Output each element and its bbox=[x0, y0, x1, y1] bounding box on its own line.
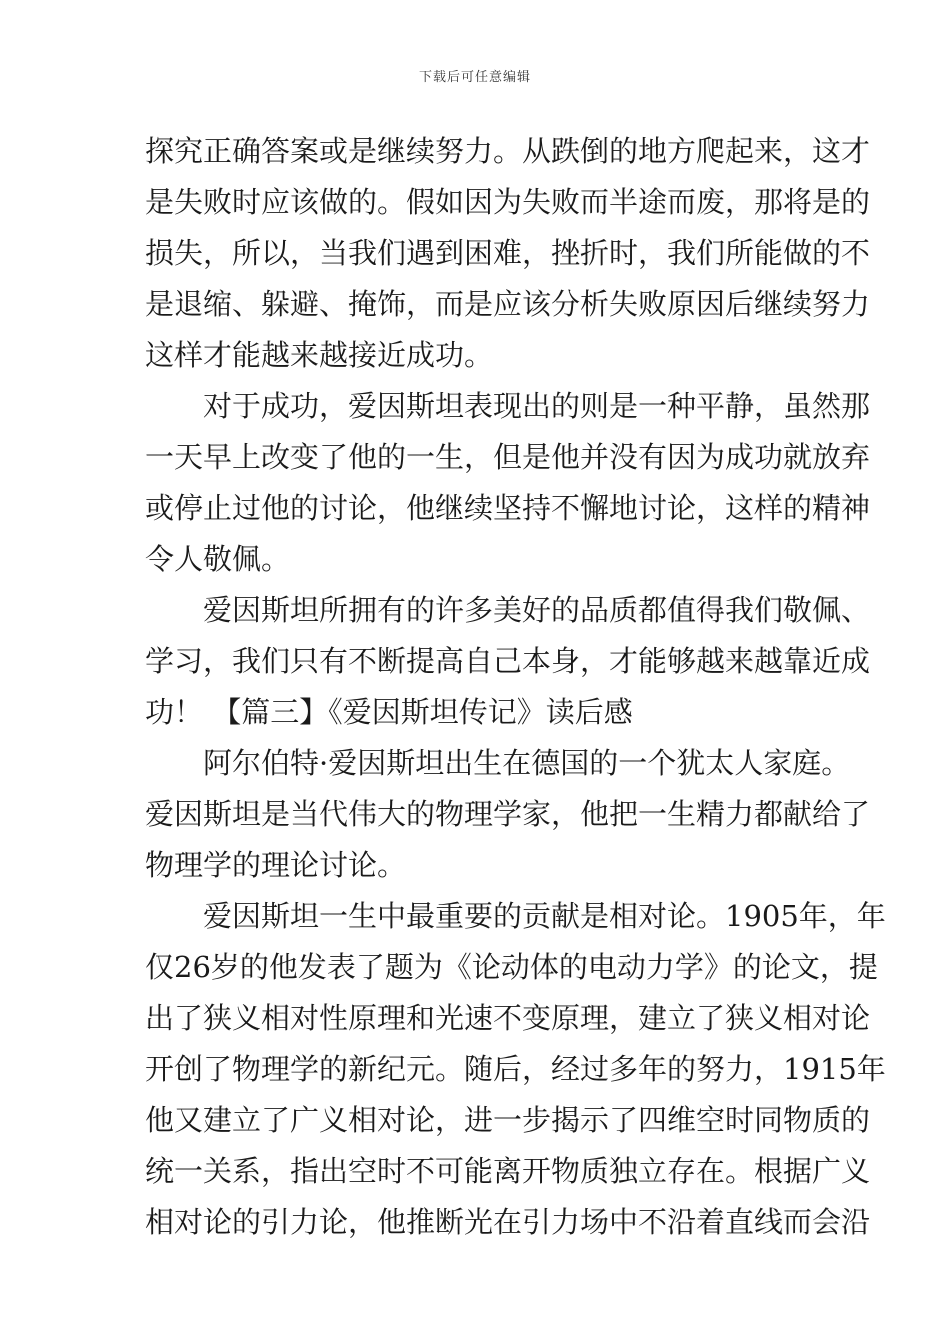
paragraph-start-line: 阿尔伯特·爱因斯坦出生在德国的一个犹太人家庭。 bbox=[203, 746, 851, 780]
paragraph-start-line: 爱因斯坦所拥有的许多美好的品质都值得我们敬佩、 bbox=[203, 593, 871, 627]
text-line: 爱因斯坦是当代伟大的物理学家，他把一生精力都献给了 bbox=[145, 797, 871, 831]
text-line: 统一关系，指出空时不可能离开物质独立存在。根据广义 bbox=[145, 1154, 871, 1188]
paragraph-start-line: 对于成功，爱因斯坦表现出的则是一种平静，虽然那 bbox=[203, 389, 871, 423]
text-line: 他又建立了广义相对论，进一步揭示了四维空时同物质的 bbox=[145, 1103, 871, 1137]
text-line: 这样才能越来越接近成功。 bbox=[145, 338, 494, 372]
text-line: 一天早上改变了他的一生，但是他并没有因为成功就放弃 bbox=[145, 440, 871, 474]
text-line: 相对论的引力论，他推断光在引力场中不沿着直线而会沿 bbox=[145, 1205, 871, 1239]
body-text bbox=[145, 126, 886, 1248]
text-line: 损失，所以，当我们遇到困难，挫折时，我们所能做的不 bbox=[145, 236, 871, 270]
text-line: 令人敬佩。 bbox=[145, 542, 291, 576]
section-title-line: 功！ 【篇三】《爱因斯坦传记》读后感 bbox=[145, 695, 633, 729]
text-line: 探究正确答案或是继续努力。从跌倒的地方爬起来，这才 bbox=[145, 134, 871, 168]
text-line: 物理学的理论讨论。 bbox=[145, 848, 407, 882]
text-line: 仅26岁的他发表了题为《论动体的电动力学》的论文，提 bbox=[145, 950, 878, 984]
text-line: 学习，我们只有不断提高自己本身，才能够越来越靠近成 bbox=[145, 644, 871, 678]
paragraph-start-line: 爱因斯坦一生中最重要的贡献是相对论。1905年，年 bbox=[203, 899, 886, 933]
text-line: 是失败时应该做的。假如因为失败而半途而废，那将是的 bbox=[145, 185, 871, 219]
text-line: 或停止过他的讨论，他继续坚持不懈地讨论，这样的精神 bbox=[145, 491, 871, 525]
text-line: 开创了物理学的新纪元。随后，经过多年的努力，1915年 bbox=[145, 1052, 886, 1086]
text-line: 出了狭义相对性原理和光速不变原理，建立了狭义相对论 bbox=[145, 1001, 871, 1035]
text-line: 是退缩、躲避、掩饰，而是应该分析失败原因后继续努力 bbox=[145, 287, 871, 321]
page-header: 下载后可任意编辑 bbox=[418, 70, 531, 85]
